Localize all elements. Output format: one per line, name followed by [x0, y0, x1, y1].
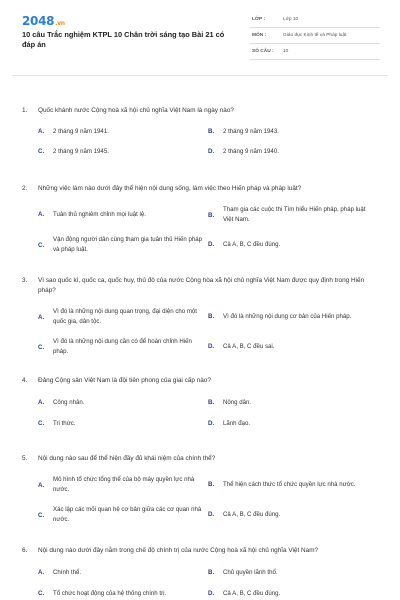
option-text: Vì đó là những nội dung quan trọng, đại diện cho một quốc gia, dân tộc.	[53, 308, 198, 325]
option-text: Cả A, B, C đều đúng.	[223, 241, 281, 249]
option-a[interactable]	[38, 127, 208, 137]
option-text: 2 tháng 9 năm 1943.	[223, 128, 279, 136]
option-letter: C.	[38, 511, 45, 519]
option-c[interactable]	[38, 505, 208, 525]
option-letter: A.	[38, 211, 45, 219]
question-4	[22, 376, 378, 434]
option-a[interactable]	[38, 475, 208, 495]
options	[38, 302, 378, 362]
option-letter: A.	[38, 569, 45, 577]
option-letter: D.	[208, 511, 215, 519]
question-5	[22, 454, 378, 530]
question-text: Đảng Cộng sản Việt Nam là đội tiên phong của giai cấp nào?	[38, 377, 211, 384]
option-text: Cả A, B, C đều đúng.	[223, 511, 281, 519]
option-letter: C.	[38, 148, 45, 156]
meta-key-count: SỐ CÂU :	[252, 49, 274, 54]
meta-key-class: LỚP :	[252, 17, 266, 22]
options	[38, 470, 378, 530]
option-text: 2 tháng 9 năm 1940.	[223, 148, 279, 156]
option-text: Xác lập các mối quan hệ cơ bản giữa các cơ quan nhà nước.	[53, 506, 202, 523]
option-c[interactable]	[38, 589, 208, 599]
option-text: Tri thức.	[53, 420, 76, 428]
option-text: Nông dân.	[223, 399, 252, 407]
option-d[interactable]	[208, 342, 378, 352]
question-1	[22, 106, 378, 162]
meta-row-subject	[250, 30, 380, 44]
option-letter: A.	[38, 313, 45, 321]
options	[38, 562, 378, 600]
option-b[interactable]	[208, 398, 378, 408]
option-text: Mô hình tổ chức tổng thể của bộ máy quyền lực nhà nước.	[53, 476, 195, 493]
option-b[interactable]	[208, 205, 378, 225]
options	[38, 392, 378, 434]
option-letter: D.	[208, 241, 215, 249]
document-title: 10 câu Trắc nghiệm KTPL 10 Chân trời sáng tạo Bài 21 có đáp án	[22, 30, 225, 49]
options	[38, 122, 378, 162]
header-divider	[12, 75, 388, 76]
question-3	[22, 276, 378, 362]
option-b[interactable]	[208, 568, 378, 578]
meta-value-count: 10	[283, 49, 289, 54]
option-letter: D.	[208, 148, 215, 156]
option-d[interactable]	[208, 147, 378, 157]
option-b[interactable]	[208, 480, 378, 490]
option-letter: D.	[208, 590, 215, 598]
question-list	[0, 80, 400, 600]
option-text: Vì đó là những nội dung cần có để hoàn chỉnh Hiến pháp.	[53, 338, 192, 355]
option-text: Chủ quyền lãnh thổ.	[223, 569, 278, 577]
question-6	[22, 546, 378, 600]
option-c[interactable]	[38, 235, 208, 255]
option-text: Vận động người dân cùng tham gia tuân thủ Hiến pháp và pháp luật.	[53, 236, 203, 253]
option-a[interactable]	[38, 398, 208, 408]
option-letter: C.	[38, 420, 45, 428]
option-text: 2 tháng 9 năm 1945.	[53, 148, 109, 156]
question-2	[22, 184, 378, 260]
option-b[interactable]	[208, 312, 378, 322]
logo-sub: .vn	[55, 20, 65, 27]
option-text: Tham gia các cuộc thi Tìm hiểu Hiến pháp, pháp luật Việt Nam.	[223, 206, 366, 223]
meta-row-class	[250, 14, 380, 28]
option-c[interactable]	[38, 337, 208, 357]
page-header	[0, 0, 400, 66]
option-letter: D.	[208, 420, 215, 428]
option-d[interactable]	[208, 419, 378, 429]
option-c[interactable]	[38, 147, 208, 157]
option-letter: B.	[208, 481, 215, 489]
question-text: Nội dung nào dưới đây nằm trong chế độ chính trị của nước Cộng hoà xã hội chủ nghĩa Việt Nam?	[38, 547, 319, 554]
option-letter: C.	[38, 343, 45, 351]
option-a[interactable]	[38, 568, 208, 578]
option-a[interactable]	[38, 210, 208, 220]
option-letter: D.	[208, 343, 215, 351]
question-number: 1.	[22, 107, 28, 114]
option-d[interactable]	[208, 589, 378, 599]
question-number: 3.	[22, 277, 28, 284]
option-letter: A.	[38, 481, 45, 489]
question-text: Vì sao quốc kì, quốc ca, quốc huy, thủ đô của nước Cộng hòa xã hội chủ nghĩa Việt Nam được quy định trong Hiến pháp?	[38, 277, 365, 294]
option-letter: B.	[208, 128, 215, 136]
question-text: Quốc khánh nước Cộng hoà xã hội chủ nghĩa Việt Nam là ngày nào?	[38, 107, 234, 114]
option-text: Lãnh đạo.	[223, 420, 251, 428]
option-text: Vì đó là những nội dung cơ bản của Hiến pháp.	[223, 313, 352, 321]
question-text: Nội dung nào sau để thể hiện đầy đủ khái niệm của chính thể?	[38, 455, 216, 462]
option-text: Tổ chức hoạt động của hệ thống chính trị.	[53, 590, 167, 598]
option-text: Thể hiện cách thức tổ chức quyền lực nhà nước.	[223, 481, 356, 489]
meta-value-subject: Giáo dục Kinh tế và Pháp luật	[283, 33, 347, 38]
option-letter: A.	[38, 128, 45, 136]
document-meta	[250, 14, 380, 60]
option-letter: B.	[208, 313, 215, 321]
option-d[interactable]	[208, 510, 378, 520]
option-text: Cả A, B, C đều sai.	[223, 343, 275, 351]
meta-value-class: Lớp 10	[283, 17, 299, 22]
option-text: Tuân thủ nghiêm chỉnh mọi luật lệ.	[53, 211, 146, 219]
meta-key-subject: MÔN :	[252, 33, 267, 38]
option-b[interactable]	[208, 127, 378, 137]
question-number: 6.	[22, 547, 28, 554]
option-letter: B.	[208, 569, 215, 577]
option-text: Chính thể.	[53, 569, 82, 577]
meta-row-count	[250, 46, 380, 60]
option-d[interactable]	[208, 240, 378, 250]
option-text: Công nhân.	[53, 399, 85, 407]
option-letter: B.	[208, 399, 215, 407]
option-a[interactable]	[38, 307, 208, 327]
logo-main: 2048	[22, 14, 55, 28]
question-number: 5.	[22, 455, 28, 462]
option-letter: A.	[38, 399, 45, 407]
options	[38, 200, 378, 260]
option-letter: C.	[38, 590, 45, 598]
question-number: 4.	[22, 377, 28, 384]
option-c[interactable]	[38, 419, 208, 429]
option-letter: B.	[208, 211, 215, 219]
option-letter: C.	[38, 241, 45, 249]
site-logo[interactable]	[22, 14, 65, 28]
question-number: 2.	[22, 185, 28, 192]
question-text: Những việc làm nào dưới đây thể hiện nội dung sống, làm việc theo Hiến pháp và pháp luật?	[38, 185, 302, 192]
option-text: Cả A, B, C đều đúng.	[223, 590, 281, 598]
option-text: 2 tháng 9 năm 1941.	[53, 128, 109, 136]
